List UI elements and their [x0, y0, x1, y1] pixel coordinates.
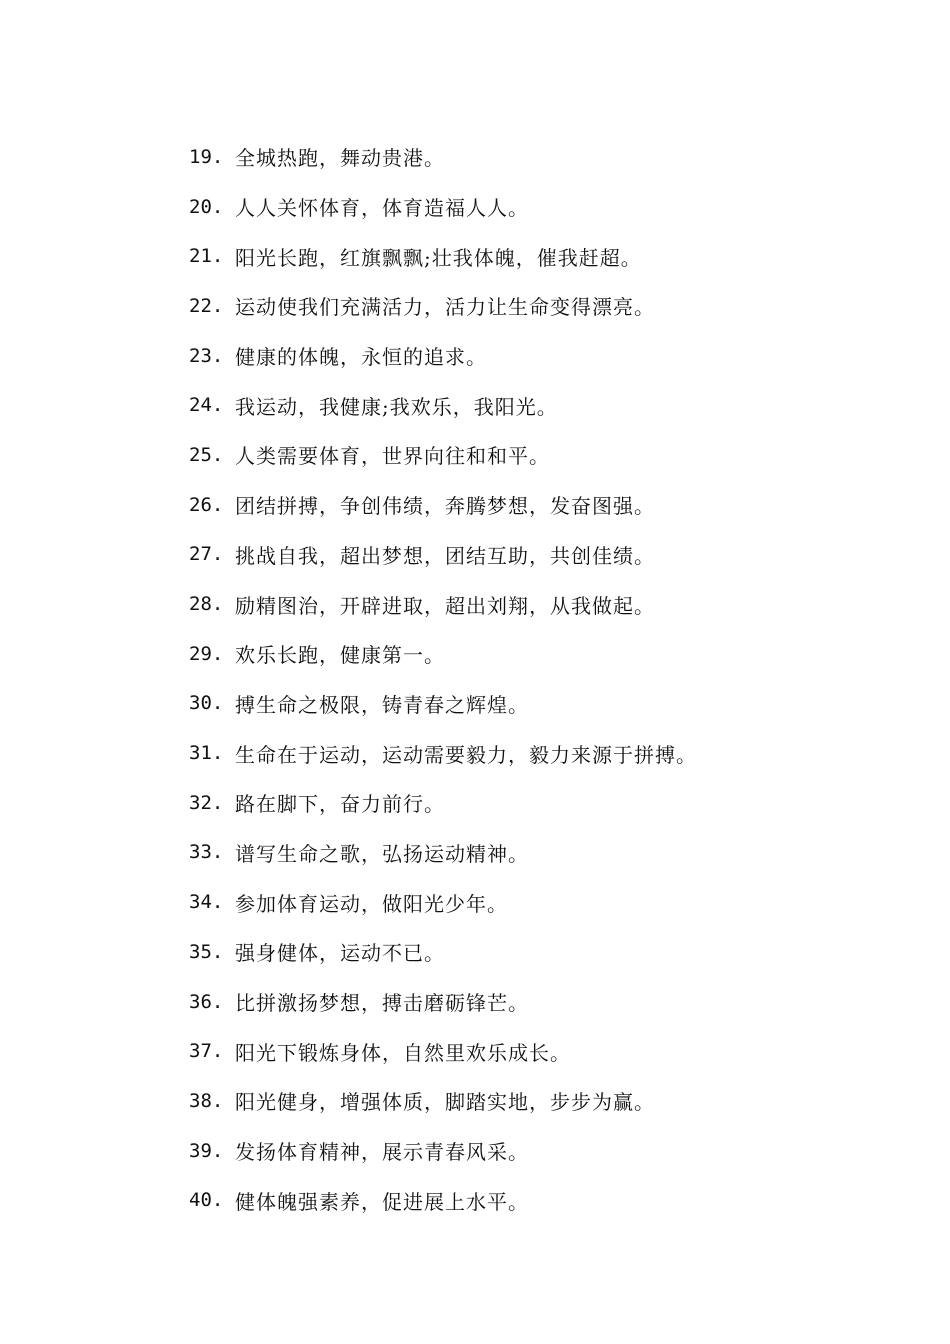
- item-text: 阳光长跑，红旗飘飘;壮我体魄，催我赶超。: [235, 245, 642, 270]
- item-text: 发扬体育精神，展示青春风采。: [235, 1140, 529, 1165]
- item-text: 人人关怀体育，体育造福人人。: [235, 196, 529, 221]
- list-item: [189, 530, 697, 580]
- list-item: [189, 1175, 697, 1225]
- item-number: 21.: [189, 245, 224, 268]
- list-item: [189, 679, 697, 729]
- item-text: 人类需要体育，世界向往和和平。: [235, 444, 550, 469]
- item-number: 26.: [189, 493, 224, 516]
- list-item: [189, 132, 697, 182]
- list-item: [189, 579, 697, 629]
- item-number: 37.: [189, 1040, 224, 1063]
- list-item: [189, 728, 697, 778]
- list-item: [189, 927, 697, 977]
- item-number: 31.: [189, 742, 224, 765]
- list-item: [189, 231, 697, 281]
- item-number: 22.: [189, 294, 224, 317]
- list-item: [189, 182, 697, 232]
- item-text: 路在脚下，奋力前行。: [235, 792, 445, 817]
- item-text: 全城热跑，舞动贵港。: [235, 146, 445, 171]
- item-number: 33.: [189, 841, 224, 864]
- item-number: 23.: [189, 344, 224, 367]
- list-item: [189, 480, 697, 530]
- item-number: 29.: [189, 642, 224, 665]
- list-item: [189, 1076, 697, 1126]
- item-text: 运动使我们充满活力，活力让生命变得漂亮。: [235, 295, 655, 320]
- slogan-list: [189, 132, 697, 1225]
- list-item: [189, 877, 697, 927]
- item-text: 阳光下锻炼身体，自然里欢乐成长。: [235, 1040, 571, 1065]
- item-number: 25.: [189, 443, 224, 466]
- item-text: 励精图治，开辟进取，超出刘翔，从我做起。: [235, 593, 655, 618]
- item-number: 32.: [189, 791, 224, 814]
- item-text: 我运动，我健康;我欢乐，我阳光。: [235, 394, 558, 419]
- item-text: 团结拼搏，争创伟绩，奔腾梦想，发奋图强。: [235, 494, 655, 519]
- item-number: 28.: [189, 593, 224, 616]
- list-item: [189, 629, 697, 679]
- item-text: 比拼激扬梦想，搏击磨砺锋芒。: [235, 991, 529, 1016]
- list-item: [189, 1126, 697, 1176]
- item-number: 35.: [189, 940, 224, 963]
- item-text: 谱写生命之歌，弘扬运动精神。: [235, 841, 529, 866]
- item-text: 阳光健身，增强体质，脚踏实地，步步为赢。: [235, 1090, 655, 1115]
- item-number: 40.: [189, 1189, 224, 1212]
- item-number: 38.: [189, 1089, 224, 1112]
- item-text: 健体魄强素养，促进展上水平。: [235, 1189, 529, 1214]
- item-text: 挑战自我，超出梦想，团结互助，共创佳绩。: [235, 543, 655, 568]
- item-text: 健康的体魄，永恒的追求。: [235, 345, 487, 370]
- list-item: [189, 1026, 697, 1076]
- list-item: [189, 977, 697, 1027]
- item-text: 搏生命之极限，铸青春之辉煌。: [235, 692, 529, 717]
- item-text: 强身健体，运动不已。: [235, 941, 445, 966]
- item-text: 生命在于运动，运动需要毅力，毅力来源于拼搏。: [235, 742, 697, 767]
- item-number: 19.: [189, 145, 224, 168]
- item-text: 参加体育运动，做阳光少年。: [235, 891, 508, 916]
- list-item: [189, 828, 697, 878]
- item-number: 27.: [189, 543, 224, 566]
- list-item: [189, 430, 697, 480]
- item-text: 欢乐长跑，健康第一。: [235, 643, 445, 668]
- item-number: 24.: [189, 394, 224, 417]
- item-number: 36.: [189, 990, 224, 1013]
- list-item: [189, 281, 697, 331]
- item-number: 39.: [189, 1139, 224, 1162]
- item-number: 30.: [189, 692, 224, 715]
- item-number: 20.: [189, 195, 224, 218]
- list-item: [189, 331, 697, 381]
- list-item: [189, 778, 697, 828]
- item-number: 34.: [189, 891, 224, 914]
- list-item: [189, 380, 697, 430]
